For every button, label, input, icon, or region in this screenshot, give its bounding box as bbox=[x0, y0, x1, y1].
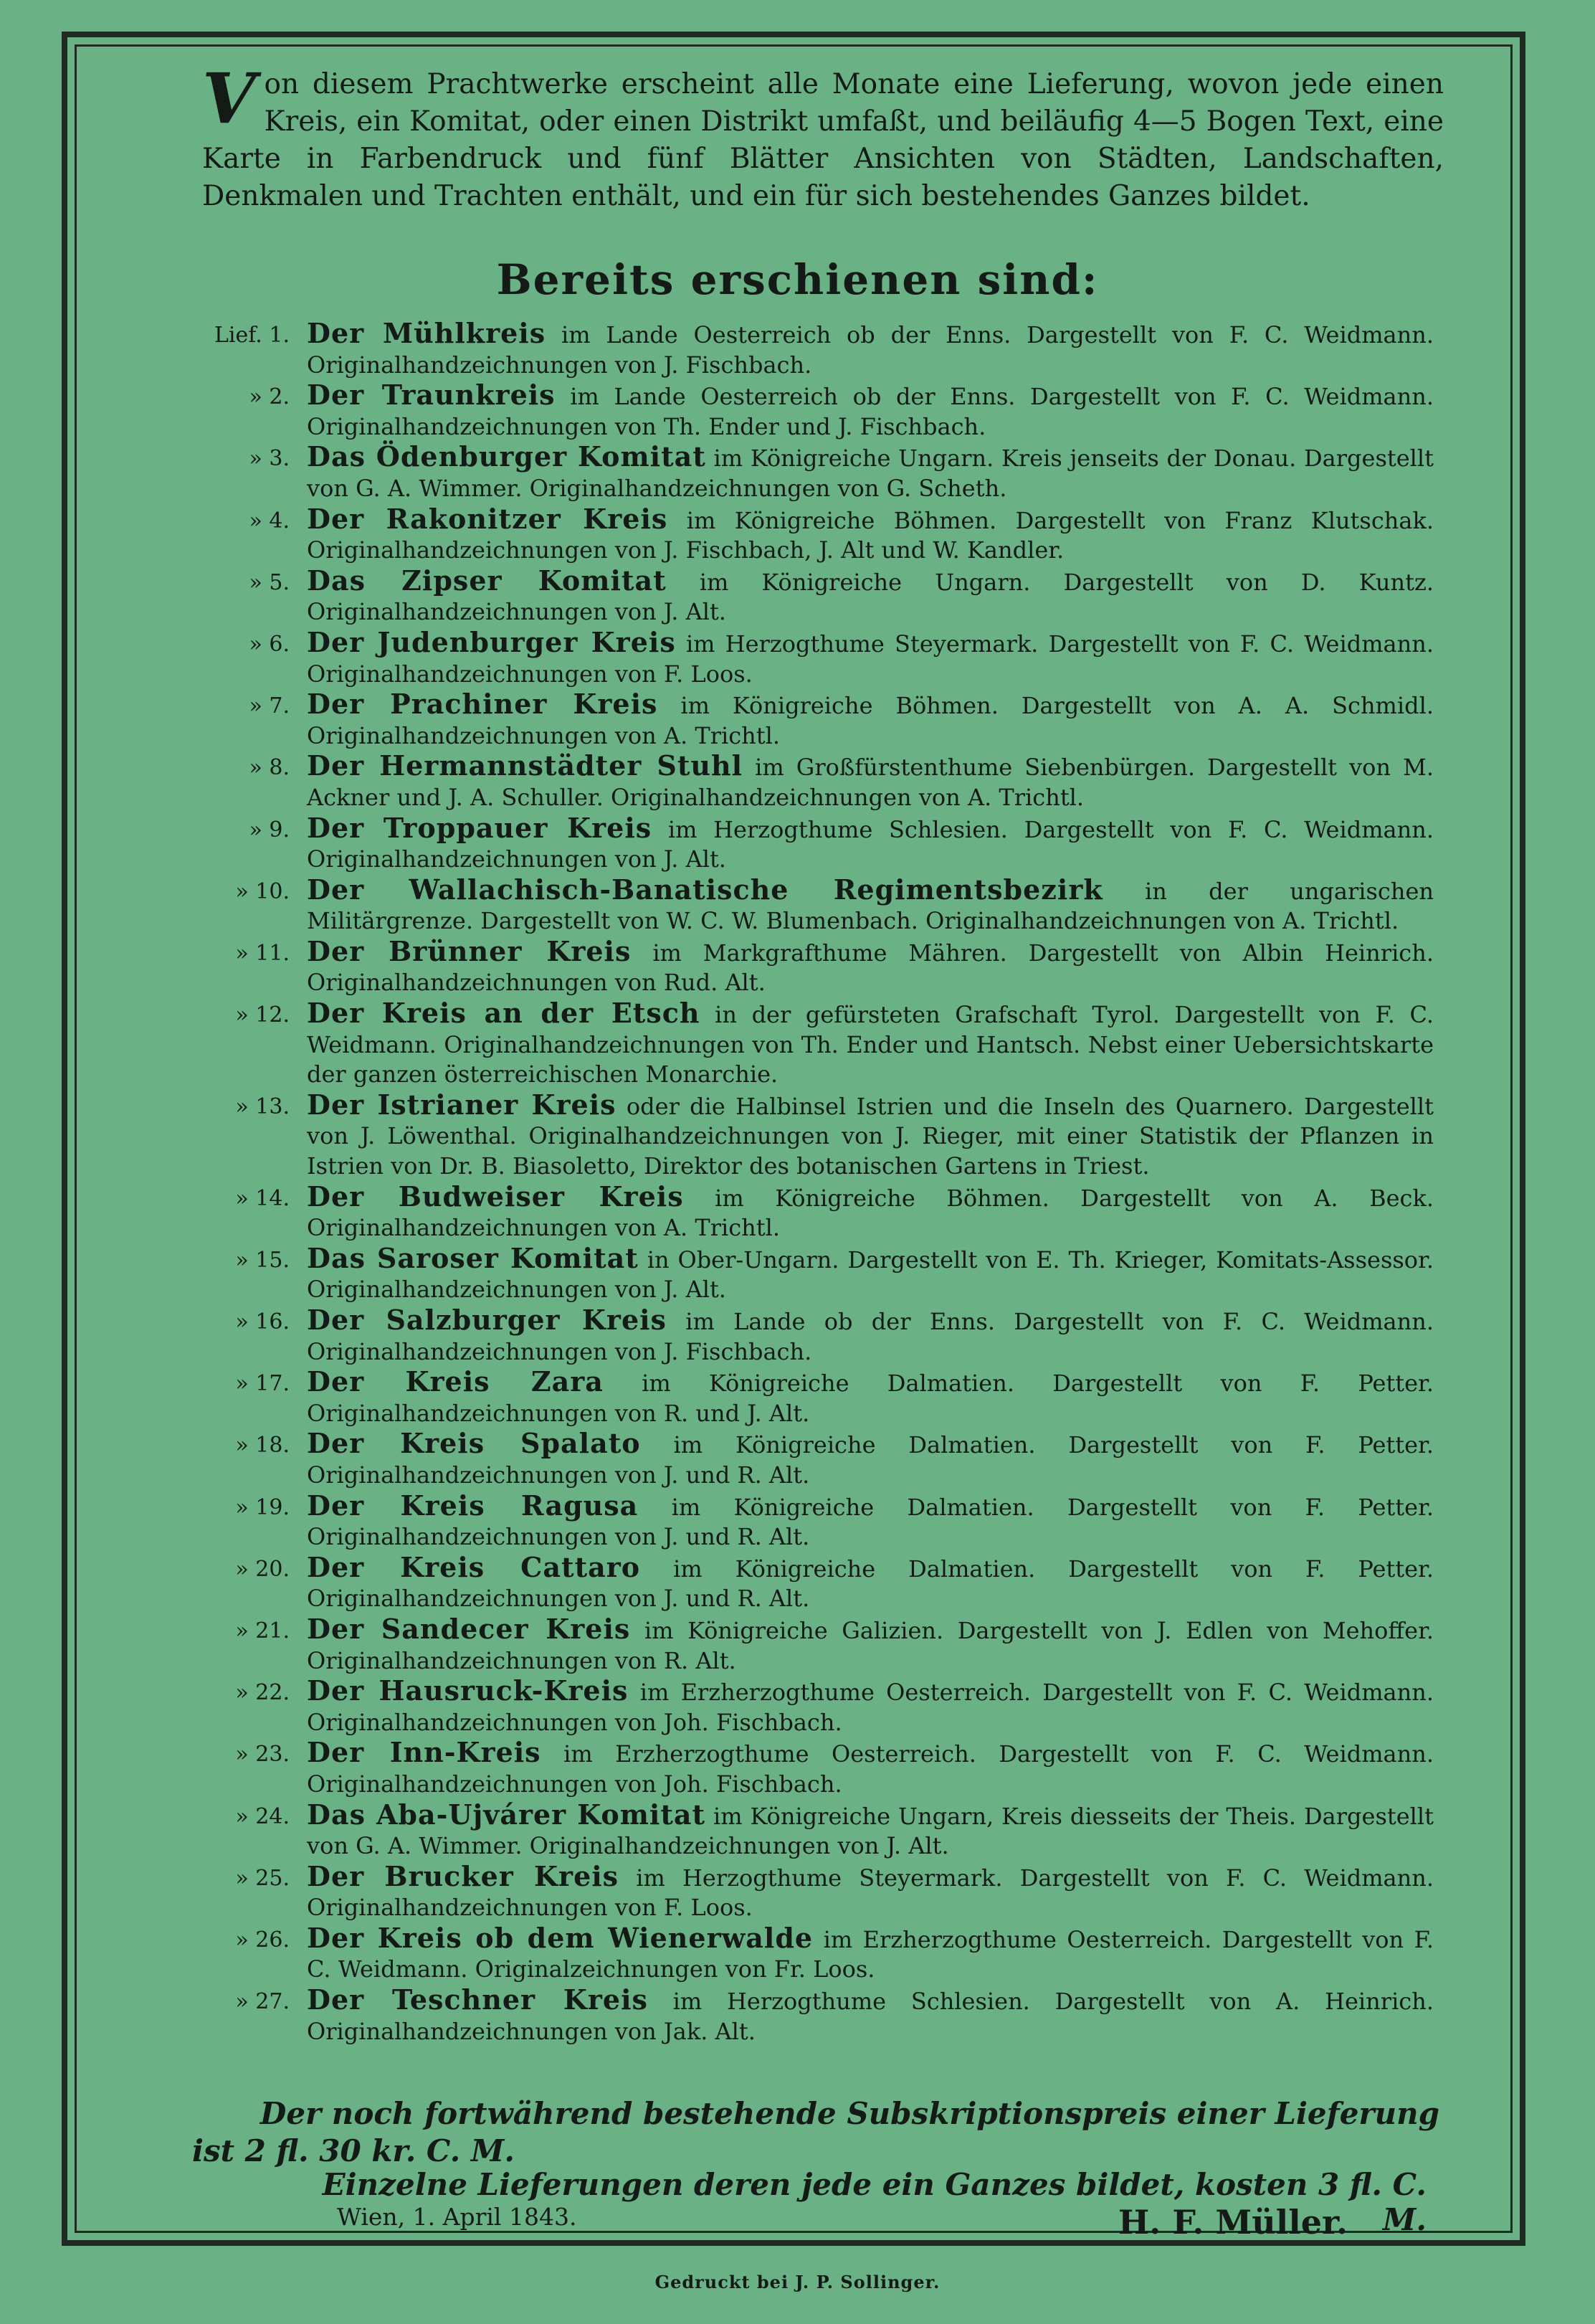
issue-description: im Erzherzogthume Oesterreich. Dargestellt von F. C. Weidmann. Originalhandzeichnungen von Joh. Fischbach. bbox=[307, 1740, 1434, 1798]
issue-title: Der Kreis Spalato bbox=[307, 1427, 641, 1460]
issue-title: Der Kreis Zara bbox=[307, 1365, 604, 1398]
issue-entry bbox=[172, 1737, 1434, 1799]
issue-number-text: » 22. bbox=[235, 1680, 290, 1706]
issue-description: im Königreiche Dalmatien. Dargestellt von F. Petter. Originalhandzeichnungen von J. und R. Alt. bbox=[307, 1493, 1434, 1551]
issue-description: in der gefürsteten Grafschaft Tyrol. Dargestellt von F. C. Weidmann. Originalhandzeichnungen von Th. Ender und Hantsch. Nebst einer Uebersichtskarte der ganzen österreichischen Monarchie. bbox=[307, 1001, 1434, 1089]
issue-entry bbox=[172, 936, 1434, 998]
issue-description: im Herzogthume Steyermark. Dargestellt von F. C. Weidmann. Originalhandzeichnungen von F. Loos. bbox=[307, 1864, 1434, 1922]
subscription-line-1: Der noch fortwährend bestehende Subskriptionspreis einer Lieferung bbox=[260, 2096, 1439, 2131]
issue-number bbox=[172, 627, 307, 689]
issue-title: Der Judenburger Kreis bbox=[307, 625, 676, 658]
issue-entry bbox=[172, 566, 1434, 627]
issue-entry bbox=[172, 998, 1434, 1090]
subscription-notice bbox=[192, 2095, 1439, 2170]
issue-text bbox=[307, 689, 1434, 751]
issue-description: im Königreiche Ungarn, Kreis diesseits der Theis. Dargestellt von G. A. Wimmer. Originalhandzeichnungen von J. Alt. bbox=[307, 1802, 1434, 1860]
issue-description: im Königreiche Dalmatien. Dargestellt von F. Petter. Originalhandzeichnungen von J. und R. Alt. bbox=[307, 1555, 1434, 1613]
issue-description: im Königreiche Ungarn. Dargestellt von D. Kuntz. Originalhandzeichnungen von J. Alt. bbox=[307, 568, 1434, 626]
issue-text bbox=[307, 936, 1434, 998]
issue-number bbox=[172, 1737, 307, 1799]
issue-number-text: » 8. bbox=[249, 755, 290, 781]
issue-entry bbox=[172, 813, 1434, 875]
issue-entry bbox=[172, 1090, 1434, 1182]
issue-text bbox=[307, 1090, 1434, 1182]
issue-number-text: » 20. bbox=[235, 1556, 290, 1582]
issue-number-text: » 17. bbox=[235, 1371, 290, 1397]
issue-title: Der Brünner Kreis bbox=[307, 934, 632, 967]
issue-description: im Markgrafthume Mähren. Dargestellt von Albin Heinrich. Originalhandzeichnungen von Rud. Alt. bbox=[307, 939, 1434, 997]
issue-description: im Herzogthume Schlesien. Dargestellt von F. C. Weidmann. Originalhandzeichnungen von J. Alt. bbox=[307, 815, 1434, 873]
issue-text bbox=[307, 1676, 1434, 1737]
issue-number-text: » 10. bbox=[235, 878, 290, 904]
issue-entry bbox=[172, 442, 1434, 503]
issue-title: Der Istrianer Kreis bbox=[307, 1088, 616, 1121]
single-issue-price: Einzelne Lieferungen deren jede ein Ganzes bildet, kosten 3 fl. C. M. bbox=[322, 2167, 1427, 2237]
issue-entry bbox=[172, 1552, 1434, 1614]
issue-title: Der Mühlkreis bbox=[307, 317, 546, 349]
issue-number-text: » 23. bbox=[235, 1742, 290, 1768]
issue-number bbox=[172, 566, 307, 627]
issue-number bbox=[172, 1491, 307, 1552]
issue-number bbox=[172, 1182, 307, 1243]
issue-description: im Lande ob der Enns. Dargestellt von F. C. Weidmann. Originalhandzeichnungen von J. Fischbach. bbox=[307, 1308, 1434, 1365]
issue-number-text: » 18. bbox=[235, 1433, 290, 1459]
issue-title: Der Troppauer Kreis bbox=[307, 811, 652, 844]
issue-title: Der Salzburger Kreis bbox=[307, 1304, 667, 1336]
issue-text bbox=[307, 1614, 1434, 1676]
issue-text bbox=[307, 1428, 1434, 1490]
issue-entry bbox=[172, 875, 1434, 936]
issue-text bbox=[307, 751, 1434, 812]
issue-title: Der Prachiner Kreis bbox=[307, 688, 658, 721]
issue-number bbox=[172, 1676, 307, 1737]
issue-number bbox=[172, 813, 307, 875]
issue-number-text: » 12. bbox=[235, 1002, 290, 1028]
issue-description: oder die Halbinsel Istrien und die Inseln des Quarnero. Dargestellt von J. Löwenthal. Originalhandzeichnungen von J. Rieger, mit einer Statistik der Pflanzen in Istrien von Dr. B. Biasoletto, Direktor des botanischen Gartens in Triest. bbox=[307, 1092, 1434, 1180]
issue-number-text: » 13. bbox=[235, 1094, 290, 1119]
issue-text bbox=[307, 1923, 1434, 1985]
issue-title: Der Kreis Ragusa bbox=[307, 1489, 639, 1522]
issue-number-text: » 6. bbox=[249, 631, 290, 657]
issue-text bbox=[307, 875, 1434, 936]
issue-description: im Königreiche Dalmatien. Dargestellt von F. Petter. Originalhandzeichnungen von R. und J. Alt. bbox=[307, 1370, 1434, 1427]
issue-entry bbox=[172, 1861, 1434, 1923]
issue-title: Das Aba-Ujvárer Komitat bbox=[307, 1798, 706, 1831]
issue-description: im Lande Oesterreich ob der Enns. Dargestellt von F. C. Weidmann. Originalhandzeichnungen von Th. Ender und J. Fischbach. bbox=[307, 383, 1434, 440]
issue-description: in der ungarischen Militärgrenze. Dargestellt von W. C. W. Blumenbach. Originalhandzeichnungen von A. Trichtl. bbox=[307, 877, 1434, 935]
issue-number-text: » 14. bbox=[235, 1185, 290, 1211]
issue-text bbox=[307, 1182, 1434, 1243]
issue-text bbox=[307, 1737, 1434, 1799]
issue-entry bbox=[172, 380, 1434, 442]
issue-description: im Königreiche Ungarn. Kreis jenseits der Donau. Dargestellt von G. A. Wimmer. Originalhandzeichnungen von G. Scheth. bbox=[307, 445, 1434, 502]
issue-description: im Großfürstenthume Siebenbürgen. Dargestellt von M. Ackner und J. A. Schuller. Originalhandzeichnungen von A. Trichtl. bbox=[307, 754, 1434, 811]
issue-text bbox=[307, 813, 1434, 875]
issue-number-text: » 15. bbox=[235, 1247, 290, 1273]
issue-entry bbox=[172, 504, 1434, 566]
issue-title: Der Hermannstädter Stuhl bbox=[307, 749, 743, 782]
issue-title: Der Kreis Cattaro bbox=[307, 1550, 641, 1583]
issue-description: in Ober-Ungarn. Dargestellt von E. Th. Krieger, Komitats-Assessor. Originalhandzeichnungen von J. Alt. bbox=[307, 1246, 1434, 1304]
issue-title: Der Kreis an der Etsch bbox=[307, 997, 700, 1030]
issue-text bbox=[307, 442, 1434, 503]
issue-title: Der Traunkreis bbox=[307, 379, 556, 412]
issue-entry bbox=[172, 1676, 1434, 1737]
issue-entry bbox=[172, 1985, 1434, 2046]
issue-text bbox=[307, 380, 1434, 442]
issue-title: Der Wallachisch-Banatische Regimentsbezirk bbox=[307, 873, 1103, 906]
publisher-name: H. F. Müller. bbox=[1118, 2203, 1348, 2242]
issue-description: im Königreiche Galizien. Dargestellt von J. Edlen von Mehoffer. Originalhandzeichnungen von R. Alt. bbox=[307, 1616, 1434, 1674]
issue-number bbox=[172, 1090, 307, 1182]
issue-text bbox=[307, 1552, 1434, 1614]
issue-number bbox=[172, 318, 307, 380]
issue-number-text: » 5. bbox=[249, 569, 290, 595]
section-heading: Bereits erschienen sind: bbox=[496, 255, 1099, 304]
intro-text: on diesem Prachtwerke erscheint alle Monate eine Lieferung, wovon jede einen Kreis, ein Komitat, oder einen Distrikt umfaßt, und beiläufig 4—5 Bogen Text, eine Karte in Farbendruck und fünf Blätter Ansichten von Städten, Landschaften, Denkmalen und Trachten enthält, und ein für sich bestehendes Ganzes bildet. bbox=[202, 68, 1444, 212]
issue-entry bbox=[172, 627, 1434, 689]
issue-text bbox=[307, 1861, 1434, 1923]
issue-number-text: » 11. bbox=[235, 940, 290, 966]
issue-title: Das Saroser Komitat bbox=[307, 1241, 639, 1274]
issue-number-text: » 4. bbox=[249, 508, 290, 533]
issue-description: im Königreiche Böhmen. Dargestellt von A. Beck. Originalhandzeichnungen von A. Trichtl. bbox=[307, 1184, 1434, 1242]
issue-list bbox=[172, 318, 1434, 2046]
issue-entry bbox=[172, 1491, 1434, 1552]
issue-entry bbox=[172, 318, 1434, 380]
issue-number bbox=[172, 442, 307, 503]
issue-number-text: » 3. bbox=[249, 446, 290, 472]
issue-number-text: » 24. bbox=[235, 1803, 290, 1829]
drop-cap-initial: V bbox=[202, 58, 256, 139]
issue-description: im Erzherzogthume Oesterreich. Dargestellt von F. C. Weidmann. Originalhandzeichnungen von Joh. Fischbach. bbox=[307, 1679, 1434, 1736]
issue-description: im Herzogthume Steyermark. Dargestellt von F. C. Weidmann. Originalhandzeichnungen von F. Loos. bbox=[307, 630, 1434, 688]
issue-number bbox=[172, 1428, 307, 1490]
issue-number bbox=[172, 1985, 307, 2046]
issue-title: Der Inn-Kreis bbox=[307, 1736, 541, 1769]
issue-text bbox=[307, 318, 1434, 380]
issue-title: Der Sandecer Kreis bbox=[307, 1612, 631, 1645]
issue-number-text: » 16. bbox=[235, 1309, 290, 1334]
place-date: Wien, 1. April 1843. bbox=[337, 2203, 577, 2231]
issue-number-text: » 25. bbox=[235, 1865, 290, 1891]
issue-text bbox=[307, 1243, 1434, 1305]
issue-title: Der Rakonitzer Kreis bbox=[307, 502, 668, 535]
printer-imprint: Gedruckt bei J. P. Sollinger. bbox=[654, 2272, 941, 2292]
issue-entry bbox=[172, 1182, 1434, 1243]
issue-title: Der Hausruck-Kreis bbox=[307, 1674, 629, 1707]
issue-entry bbox=[172, 689, 1434, 751]
issue-number-text: » 7. bbox=[249, 693, 290, 719]
issue-text bbox=[307, 998, 1434, 1090]
issue-title: Der Teschner Kreis bbox=[307, 1983, 648, 2016]
issue-number bbox=[172, 751, 307, 812]
issue-title: Der Budweiser Kreis bbox=[307, 1180, 684, 1213]
issue-number-text: » 9. bbox=[249, 817, 290, 843]
issue-entry bbox=[172, 1367, 1434, 1428]
issue-text bbox=[307, 1491, 1434, 1552]
intro-paragraph bbox=[202, 58, 1444, 215]
issue-number bbox=[172, 504, 307, 566]
issue-number-text: » 27. bbox=[235, 1989, 290, 2015]
issue-number bbox=[172, 1614, 307, 1676]
issue-number bbox=[172, 1552, 307, 1614]
issue-entry bbox=[172, 1305, 1434, 1367]
issue-text bbox=[307, 1800, 1434, 1861]
issue-number bbox=[172, 936, 307, 998]
issue-description: im Lande Oesterreich ob der Enns. Dargestellt von F. C. Weidmann. Originalhandzeichnungen von J. Fischbach. bbox=[307, 321, 1434, 379]
issue-number-text: » 19. bbox=[235, 1494, 290, 1520]
issue-number-text: » 26. bbox=[235, 1927, 290, 1953]
issue-entry bbox=[172, 1243, 1434, 1305]
issue-number bbox=[172, 1861, 307, 1923]
issue-description: im Königreiche Dalmatien. Dargestellt von F. Petter. Originalhandzeichnungen von J. und R. Alt. bbox=[307, 1431, 1434, 1489]
issue-number bbox=[172, 1923, 307, 1985]
issue-text bbox=[307, 504, 1434, 566]
issue-description: im Königreiche Böhmen. Dargestellt von A. A. Schmidl. Originalhandzeichnungen von A. Trichtl. bbox=[307, 692, 1434, 749]
issue-number-text: Lief. 1. bbox=[214, 323, 290, 348]
subscription-line-2: ist 2 fl. 30 kr. C. M. bbox=[192, 2133, 515, 2168]
issue-number bbox=[172, 875, 307, 936]
issue-text bbox=[307, 627, 1434, 689]
issue-title: Das Ödenburger Komitat bbox=[307, 440, 706, 473]
issue-number bbox=[172, 998, 307, 1090]
issue-number bbox=[172, 1800, 307, 1861]
issue-title: Der Kreis ob dem Wienerwalde bbox=[307, 1921, 814, 1954]
issue-description: im Erzherzogthume Oesterreich. Dargestellt von F. C. Weidmann. Originalzeichnungen von Fr. Loos. bbox=[307, 1925, 1434, 1983]
issue-text bbox=[307, 1305, 1434, 1367]
issue-text bbox=[307, 1985, 1434, 2046]
issue-entry bbox=[172, 1428, 1434, 1490]
issue-entry bbox=[172, 1614, 1434, 1676]
issue-title: Der Brucker Kreis bbox=[307, 1859, 619, 1892]
issue-description: im Königreiche Böhmen. Dargestellt von Franz Klutschak. Originalhandzeichnungen von J. Fischbach, J. Alt und W. Kandler. bbox=[307, 506, 1434, 564]
issue-text bbox=[307, 1367, 1434, 1428]
issue-entry bbox=[172, 1923, 1434, 1985]
issue-number bbox=[172, 1305, 307, 1367]
issue-entry bbox=[172, 1800, 1434, 1861]
issue-number bbox=[172, 1367, 307, 1428]
issue-number bbox=[172, 689, 307, 751]
issue-number bbox=[172, 1243, 307, 1305]
issue-entry bbox=[172, 751, 1434, 812]
issue-description: im Herzogthume Schlesien. Dargestellt von A. Heinrich. Originalhandzeichnungen von Jak. Alt. bbox=[307, 1988, 1434, 2045]
issue-number-text: » 21. bbox=[235, 1618, 290, 1644]
issue-number-text: » 2. bbox=[249, 384, 290, 410]
issue-number bbox=[172, 380, 307, 442]
issue-title: Das Zipser Komitat bbox=[307, 564, 667, 597]
issue-text bbox=[307, 566, 1434, 627]
